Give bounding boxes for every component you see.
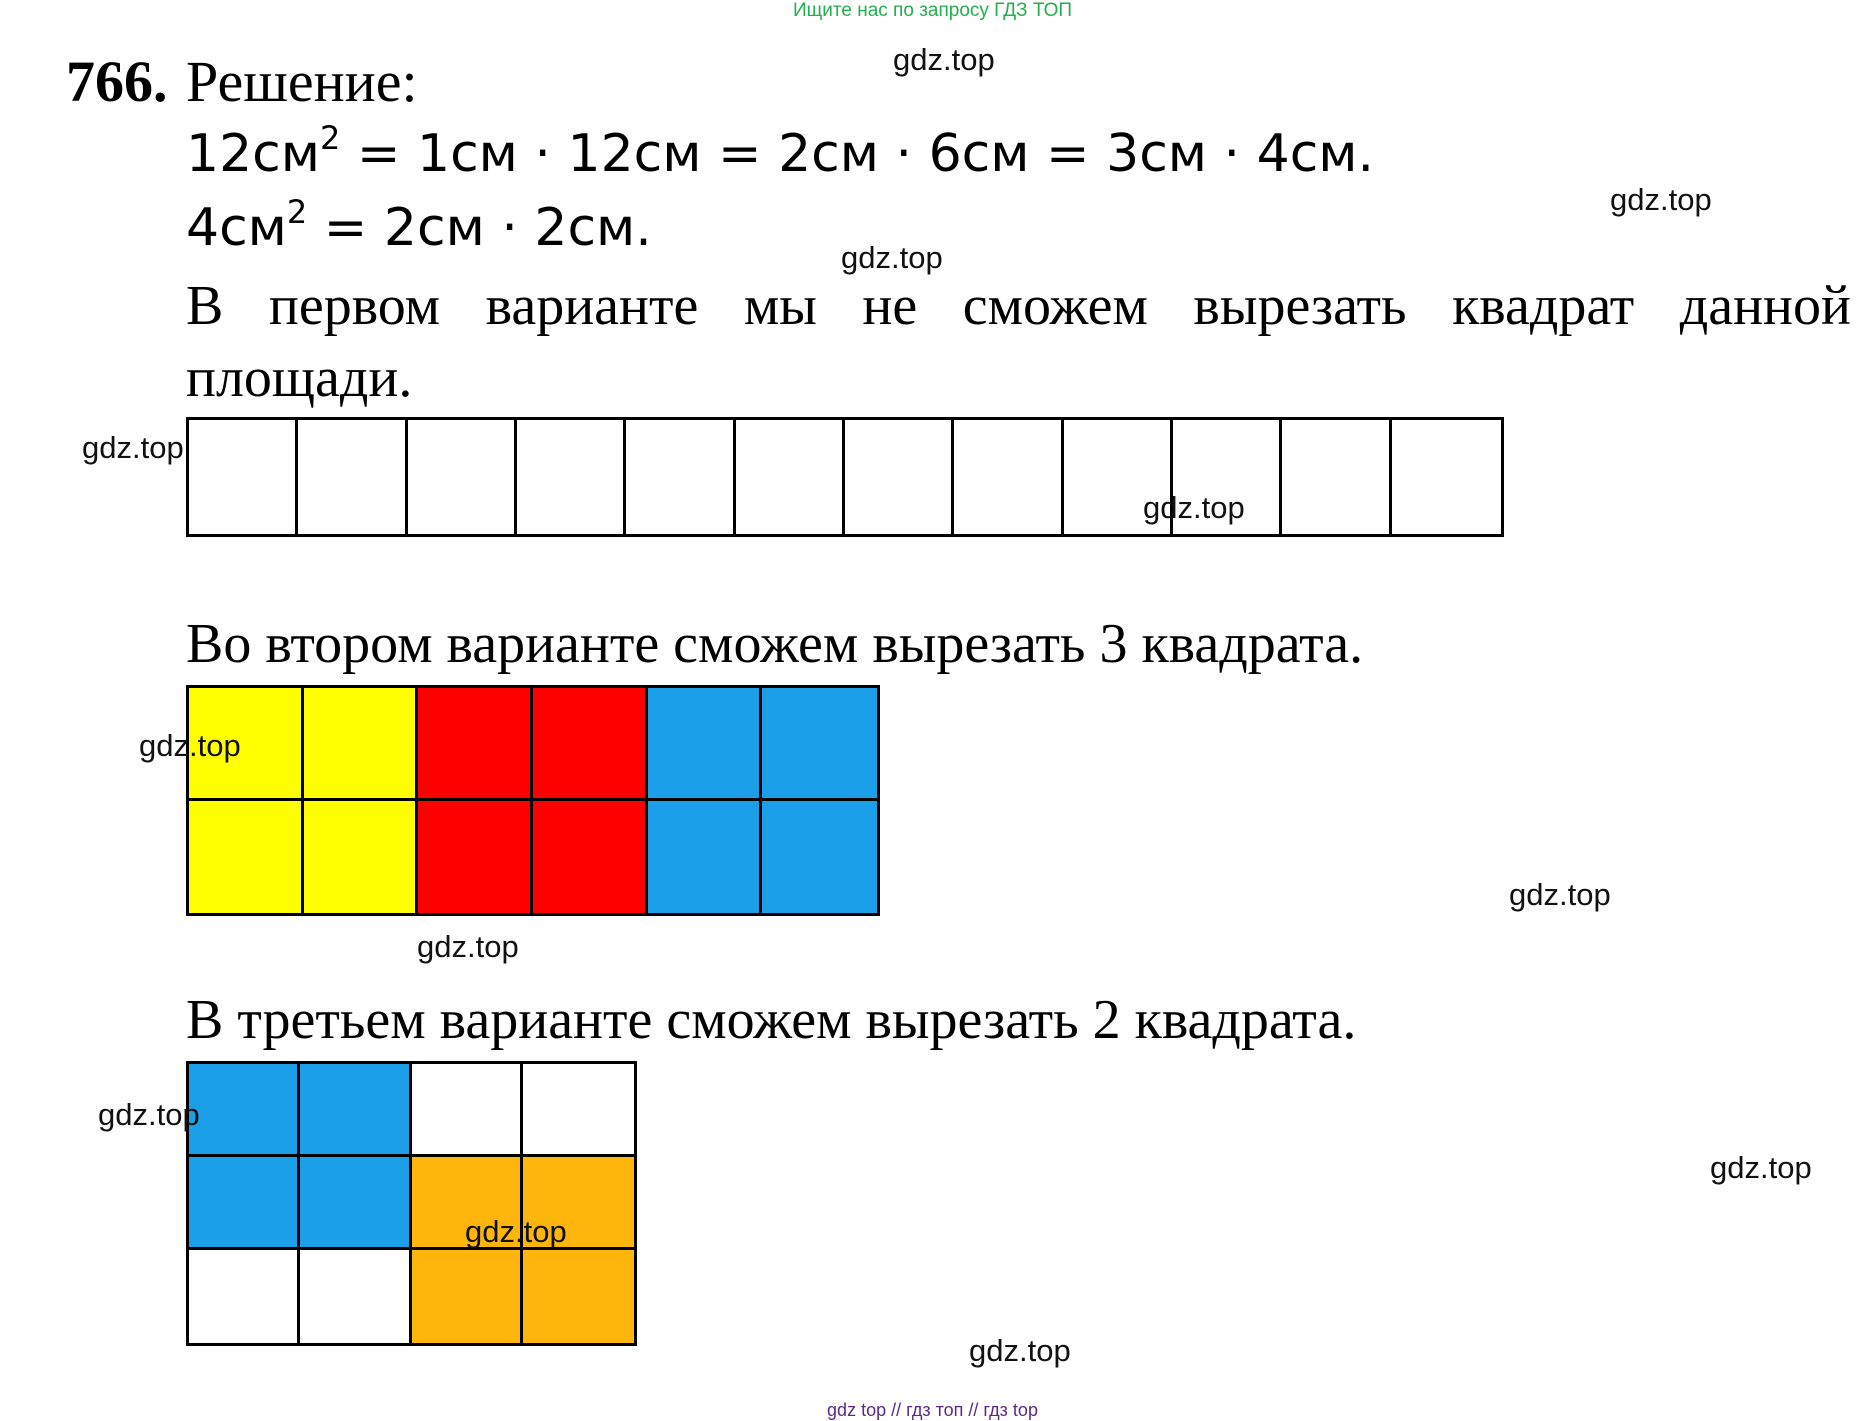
- grid-cell-red: [533, 801, 648, 914]
- grid-cell-white: [412, 1064, 523, 1157]
- watermark: gdz.top: [417, 929, 519, 964]
- grid-cell-white: [408, 420, 517, 534]
- grid-cell-white: [954, 420, 1063, 534]
- watermark: gdz.top: [1610, 182, 1712, 217]
- solution-heading: Решение:: [186, 49, 418, 114]
- grid-cell-white: [845, 420, 954, 534]
- variant-1-text: В первом варианте мы не сможем вырезать квадрат данной площади.: [186, 275, 1851, 409]
- grid-cell-white: [189, 1250, 300, 1343]
- watermark: gdz.top: [98, 1097, 200, 1132]
- equation-line-2: $4см^2 = 2см \cdot 2см$.: [186, 193, 652, 258]
- variant-3-text: В третьем варианте сможем вырезать 2 квадрата.: [186, 989, 1357, 1051]
- equation-line-1: $12см^2 = 1см \cdot 12см = 2см \cdot 6см = 3см \cdot 4см$.: [186, 119, 1375, 184]
- grid-cell-red: [418, 801, 533, 914]
- grid-cell-blue: [189, 1157, 300, 1250]
- watermark: gdz.top: [969, 1333, 1071, 1368]
- footer-links: gdz top // гдз топ // гдз top: [827, 1400, 1038, 1420]
- grid-variant-2: [186, 685, 880, 916]
- watermark: gdz.top: [82, 430, 184, 465]
- grid-cell-orange: [412, 1250, 523, 1343]
- grid-cell-blue: [762, 801, 877, 914]
- grid-cell-red: [418, 688, 533, 801]
- watermark: gdz.top: [1509, 877, 1611, 912]
- grid-variant-1: [186, 417, 1504, 537]
- grid-cell-white: [1282, 420, 1391, 534]
- grid-cell-white: [300, 1250, 411, 1343]
- grid-cell-blue: [300, 1064, 411, 1157]
- grid-cell-white: [517, 420, 626, 534]
- watermark: gdz.top: [1143, 490, 1245, 525]
- grid-cell-blue: [762, 688, 877, 801]
- grid-cell-white: [298, 420, 407, 534]
- grid-cell-red: [533, 688, 648, 801]
- grid-cell-white: [189, 420, 298, 534]
- grid-cell-orange: [523, 1250, 634, 1343]
- grid-cell-blue: [189, 1064, 300, 1157]
- grid-cell-yellow: [304, 688, 419, 801]
- watermark: gdz.top: [465, 1214, 567, 1249]
- grid-cell-white: [523, 1064, 634, 1157]
- watermark: gdz.top: [841, 240, 943, 275]
- grid-cell-yellow: [304, 801, 419, 914]
- top-banner: Ищите нас по запросу ГДЗ ТОП: [792, 0, 1073, 21]
- grid-cell-blue: [648, 801, 763, 914]
- grid-cell-white: [626, 420, 735, 534]
- problem-number: 766.: [66, 49, 168, 114]
- grid-variant-3: [186, 1061, 637, 1346]
- grid-cell-white: [736, 420, 845, 534]
- grid-cell-blue: [300, 1157, 411, 1250]
- variant-2-text: Во втором варианте сможем вырезать 3 квадрата.: [186, 613, 1364, 675]
- grid-cell-white: [1392, 420, 1501, 534]
- watermark: gdz.top: [893, 42, 995, 77]
- grid-cell-blue: [648, 688, 763, 801]
- watermark: gdz.top: [139, 728, 241, 763]
- grid-cell-yellow: [189, 801, 304, 914]
- watermark: gdz.top: [1710, 1150, 1812, 1185]
